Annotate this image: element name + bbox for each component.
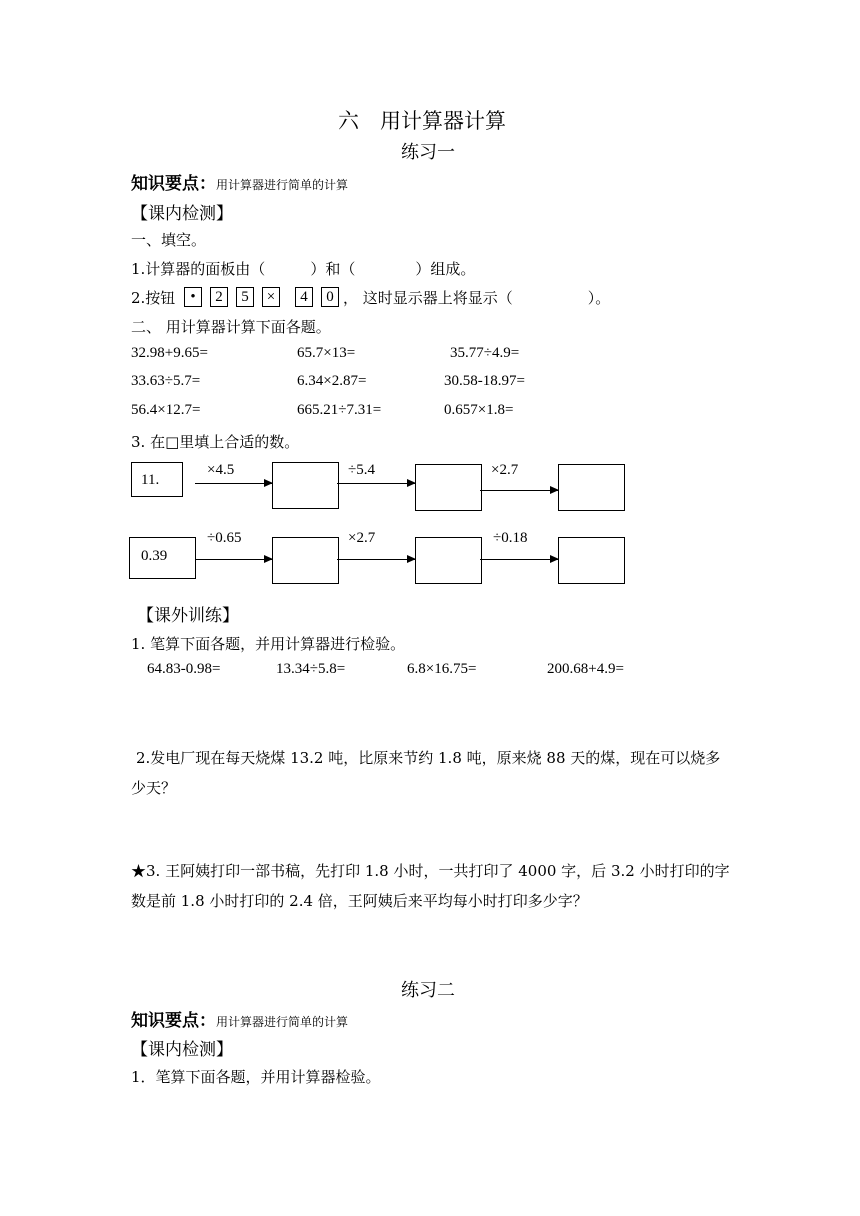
arrow-icon (195, 483, 272, 484)
q1-2-suffix: ， 这时显示器上将显示（ ）。 (343, 289, 611, 307)
chain1-start-value: 11. (141, 472, 160, 488)
q2-heading: 二、 用计算器计算下面各题。 (131, 318, 331, 336)
knowledge-points-text: 用计算器进行简单的计算 (216, 178, 349, 192)
o1-item: 64.83-0.98= (147, 661, 221, 677)
arrow-icon (195, 559, 272, 560)
chain1-op-3: ×2.7 (491, 462, 519, 478)
o2-problem: 2.发电厂现在每天烧煤 13.2 吨，比原来节约 1.8 吨，原来烧 88 天的煤，现在可以烧多少天？ (131, 749, 721, 797)
o1-item: 13.34÷5.8= (276, 661, 346, 677)
q2-item: 32.98+9.65= (131, 345, 208, 361)
chain2-start-value: 0.39 (141, 548, 168, 564)
o1-heading: 1. 笔算下面各题，并用计算器进行检验。 (131, 635, 406, 653)
o3-problem: ★3. 王阿姨打印一部书稿，先打印 1.8 小时，一共打印了 4000 字，后 3.2 小时打印的字数是前 1.8 小时打印的 2.4 倍，王阿姨后来平均每小时打印多少字？ (131, 862, 730, 910)
key-multiply: × (262, 287, 280, 307)
chain1-op-2: ÷5.4 (348, 462, 375, 478)
q2-item: 665.21÷7.31= (297, 402, 382, 418)
arrow-icon (480, 559, 558, 560)
answer-box[interactable] (415, 464, 482, 511)
key-5: 5 (236, 287, 254, 307)
key-0: 0 (321, 287, 339, 307)
answer-box[interactable] (272, 462, 339, 509)
ex2-q1: 1．笔算下面各题，并用计算器检验。 (131, 1068, 381, 1086)
q2-item: 0.657×1.8= (444, 402, 514, 418)
section-after-class: 【课外训练】 (137, 606, 239, 626)
exercise-1-title: 练习一 (401, 142, 455, 163)
q2-item: 56.4×12.7= (131, 402, 201, 418)
knowledge-points-label: 知识要点： (131, 174, 216, 194)
knowledge-points (131, 169, 348, 194)
answer-box[interactable] (558, 537, 625, 584)
chain1-op-1: ×4.5 (207, 462, 235, 478)
q3-heading: 3. 在□里填上合适的数。 (131, 433, 300, 451)
o1-item: 6.8×16.75= (407, 661, 477, 677)
key-dot: • (184, 287, 202, 307)
chain2-op-2: ×2.7 (348, 530, 376, 546)
answer-box[interactable] (558, 464, 625, 511)
o1-item: 200.68+4.9= (547, 661, 624, 677)
key-4: 4 (295, 287, 313, 307)
q2-item: 6.34×2.87= (297, 373, 367, 389)
exercise-2-title: 练习二 (401, 980, 455, 1001)
arrow-icon (337, 483, 415, 484)
q1-1-text: 1.计算器的面板由（ ）和（ ）组成。 (131, 260, 476, 278)
q2-item: 35.77÷4.9= (450, 345, 520, 361)
q2-item: 33.63÷5.7= (131, 373, 201, 389)
q1-heading: 一、填空。 (131, 231, 207, 249)
knowledge-points-2 (131, 1006, 348, 1031)
arrow-icon (337, 559, 415, 560)
q2-item: 30.58-18.97= (444, 373, 525, 389)
chain2-op-1: ÷0.65 (207, 530, 242, 546)
knowledge-points-label: 知识要点： (131, 1011, 216, 1031)
chain2-op-3: ÷0.18 (493, 530, 528, 546)
q2-item: 65.7×13= (297, 345, 356, 361)
arrow-icon (480, 490, 558, 491)
q1-2-prefix: 2.按钮 (131, 289, 176, 307)
section-in-class-1: 【课内检测】 (131, 204, 233, 224)
key-2: 2 (210, 287, 228, 307)
answer-box[interactable] (272, 537, 339, 584)
page-title: 六 用计算器计算 (338, 109, 506, 133)
knowledge-points-text: 用计算器进行简单的计算 (216, 1015, 349, 1029)
answer-box[interactable] (415, 537, 482, 584)
section-in-class-2: 【课内检测】 (131, 1040, 233, 1060)
